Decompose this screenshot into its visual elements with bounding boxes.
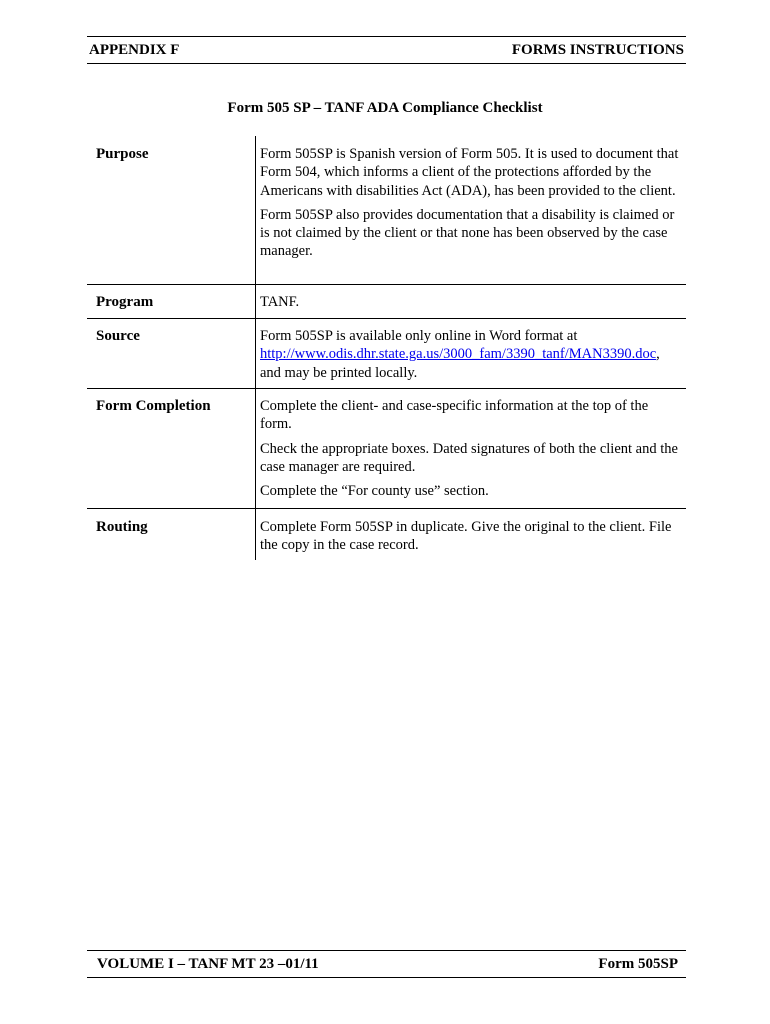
section-body-form-completion	[260, 397, 680, 506]
header-section-title: FORMS INSTRUCTIONS	[511, 41, 684, 58]
footer-form-id: Form 505SP	[598, 955, 678, 972]
section-body-program	[260, 293, 680, 317]
form-completion-paragraph-1: Complete the client- and case-specific information at the top of the form.	[260, 398, 649, 433]
purpose-paragraph-1: Form 505SP is Spanish version of Form 505. It is used to document that Form 504, which informs a client of the protections afforded by the Americans with disabilities Act (ADA), has been provided to the client.	[260, 146, 679, 199]
section-body-purpose	[260, 145, 680, 267]
section-label-form-completion: Form Completion	[96, 398, 211, 414]
column-divider	[255, 136, 256, 560]
section-divider	[87, 388, 686, 389]
header-appendix: APPENDIX F	[89, 41, 180, 58]
purpose-paragraph-2: Form 505SP also provides documentation that a disability is claimed or is not claimed by the client or that none has been observed by the case manager.	[260, 206, 675, 260]
form-completion-paragraph-2: Check the appropriate boxes. Dated signatures of both the client and the case manager are required.	[260, 440, 678, 475]
section-body-source	[260, 327, 680, 388]
source-link[interactable]: http://www.odis.dhr.state.ga.us/3000_fam/3390_tanf/MAN3390.doc	[260, 346, 657, 363]
section-body-routing	[260, 518, 680, 561]
form-completion-paragraph-3: Complete the “For county use” section.	[260, 483, 489, 500]
section-label-routing: Routing	[96, 519, 148, 535]
source-paragraph-1	[260, 327, 680, 382]
section-label-source: Source	[96, 328, 140, 344]
footer-volume: VOLUME I – TANF MT 23 –01/11	[97, 955, 319, 972]
section-label-purpose: Purpose	[96, 146, 149, 162]
section-divider	[87, 508, 686, 509]
section-divider	[87, 284, 686, 285]
page-footer	[87, 950, 686, 978]
source-text-prefix: Form 505SP is available only online in Word format at	[260, 328, 578, 344]
document-title: Form 505 SP – TANF ADA Compliance Checklist	[227, 100, 543, 116]
section-divider	[87, 318, 686, 319]
routing-paragraph-1: Complete Form 505SP in duplicate. Give the original to the client. File the copy in the case record.	[260, 519, 672, 554]
page-header	[87, 36, 686, 64]
program-paragraph-1: TANF.	[260, 294, 300, 310]
source-text-suffix: , and may be printed locally.	[260, 346, 660, 381]
section-label-program: Program	[96, 294, 154, 310]
